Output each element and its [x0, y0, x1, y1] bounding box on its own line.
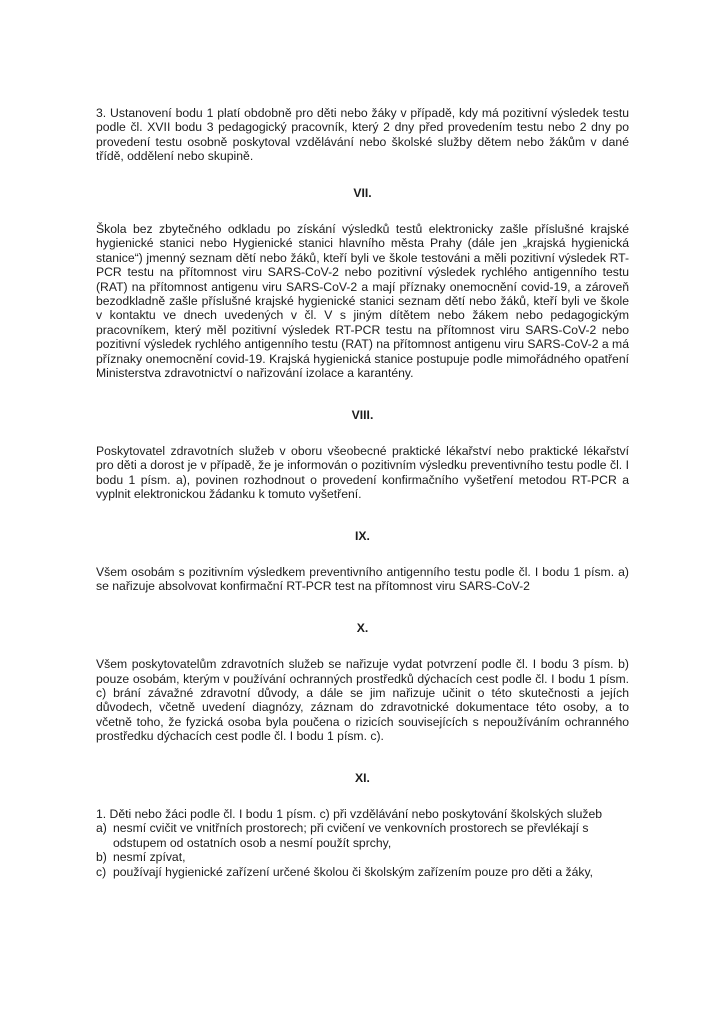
section-ix-paragraph: Všem osobám s pozitivním výsledkem preventivního antigenního testu podle čl. I bodu 1 písm. a) se nařizuje absolvovat konfirmační RT-PCR test na přítomnost viru SARS-CoV-2	[96, 564, 629, 594]
list-item-text: používají hygienické zařízení určené školou či školským zařízením pouze pro děti a žáky,	[113, 864, 594, 879]
list-item	[96, 865, 629, 879]
list-marker: b)	[96, 850, 107, 865]
section-heading-x: X.	[356, 620, 369, 635]
section-viii-paragraph: Poskytovatel zdravotních služeb v oboru všeobecné praktické lékařství nebo praktické lékařství pro děti a dorost je v případě, že je informován o pozitivním výsledku preventivního testu podle čl. I bodu 1 písm. a), povinen rozhodnout o provedení konfirmačního vyšetření metodou RT-PCR a vyplnit elektronickou žádanku k tomuto vyšetření.	[96, 443, 629, 502]
section-vii-paragraph: Škola bez zbytečného odkladu po získání výsledků testů elektronicky zašle příslušné krajské hygienické stanici nebo Hygienické stanici hlavního města Prahy (dále jen „krajská hygienická stanice“) jmenný seznam dětí nebo žáků, kteří byli ve škole testováni a měli pozitivní výsledek RT-PCR testu na přítomnost viru SARS-CoV-2 nebo pozitivní výsledek rychlého antigenního testu (RAT) na přítomnost antigenu viru SARS-CoV-2 a mají příznaky onemocnění covid-19, a zároveň bezodkladně zašle příslušné krajské hygienické stanici seznam dětí nebo žáků, kteří byli ve škole v kontaktu ve dnech uvedených v čl. V s jiným dítětem nebo žákem nebo pedagogickým pracovníkem, který měl pozitivní výsledek RT-PCR testu na přítomnost viru SARS-CoV-2 nebo pozitivní výsledek rychlého antigenního testu (RAT) na přítomnost antigenu viru SARS-CoV-2 a má příznaky onemocnění covid-19. Krajská hygienická stanice postupuje podle mimořádného opatření Ministerstva zdravotnictví o nařizování izolace a karantény.	[96, 222, 629, 381]
section-heading-vii: VII.	[353, 185, 372, 200]
list-item-text: nesmí zpívat,	[113, 850, 186, 865]
list-marker: c)	[96, 864, 107, 879]
section-heading-xi: XI.	[355, 770, 370, 785]
list-marker: a)	[96, 821, 107, 836]
restriction-list	[96, 821, 629, 879]
section-x-paragraph: Všem poskytovatelům zdravotních služeb se nařizuje vydat potvrzení podle čl. I bodu 3 písm. b) pouze osobám, kterým v používání ochranných prostředků dýchacích cest podle čl. I bodu 1 písm. c) brání závažné zdravotní důvody, a dále se jim nařizuje učinit o této skutečnosti a jejích důvodech, včetně uvedení diagnózy, záznam do zdravotnické dokumentace této osoby, a to včetně toho, že fyzická osoba byla poučena o rizicích souvisejících s nepoužíváním ochranného prostředku dýchacích cest podle čl. I bodu 1 písm. c).	[96, 657, 629, 744]
list-item-text: nesmí cvičit ve vnitřních prostorech; při cvičení ve venkovních prostorech se převlékají s odstupem od ostatních osob a nesmí použít sprchy,	[113, 821, 589, 850]
section-heading-ix: IX.	[355, 528, 370, 543]
list-item	[96, 821, 629, 850]
intro-paragraph: 3. Ustanovení bodu 1 platí obdobně pro děti nebo žáky v případě, kdy má pozitivní výsledek testu podle čl. XVII bodu 3 pedagogický pracovník, který 2 dny před provedením testu nebo 2 dny po provedení testu osobně poskytoval vzdělávání nebo školské služby dětem nebo žákům v dané třídě, oddělení nebo skupině.	[96, 106, 629, 164]
document-page	[96, 106, 629, 879]
section-heading-viii: VIII.	[351, 407, 374, 422]
section-xi-paragraph: 1. Děti nebo žáci podle čl. I bodu 1 písm. c) při vzdělávání nebo poskytování školských služeb	[96, 807, 603, 821]
list-item	[96, 850, 629, 864]
